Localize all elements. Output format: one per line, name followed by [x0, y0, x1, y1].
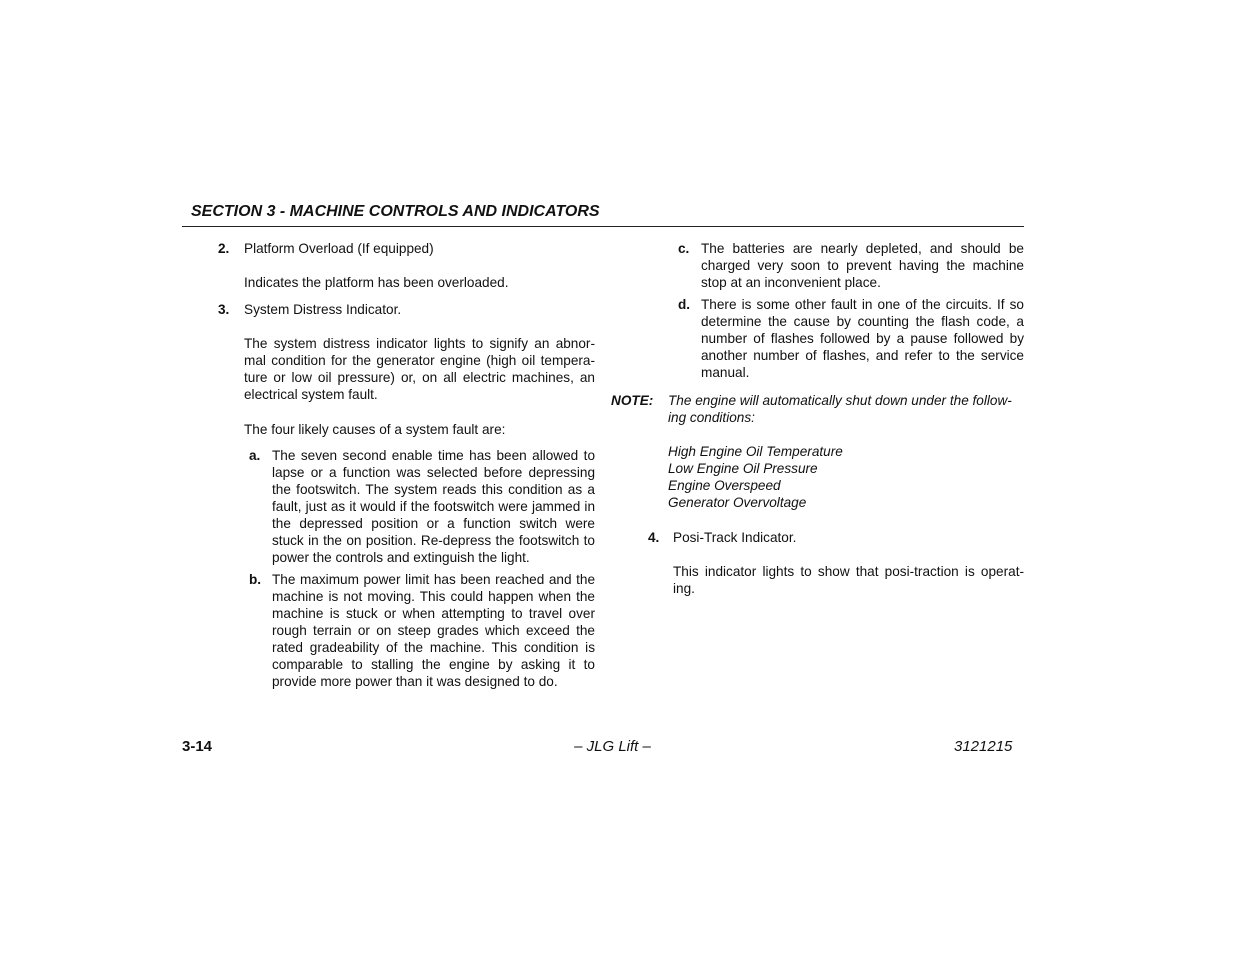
cause-text: The seven second enable time has been allowed to lapse or a function was selected before depressing the footswitch. The system reads this condition as a fault, just as it would if the footswitch were jammed in the depressed position or a function switch were stuck in the on position. Re-depress the footswitch to power the controls and extinguish the light. — [272, 448, 595, 565]
right-column — [611, 240, 1024, 597]
cause-letter: b. — [249, 572, 262, 587]
item-number: 4. — [648, 530, 660, 545]
item-number: 3. — [218, 302, 230, 317]
item-platform-overload — [182, 240, 595, 291]
item-paragraph: The four likely causes of a system fault are: — [244, 422, 506, 437]
item-number: 2. — [218, 241, 230, 256]
note-text: The engine will automatically shut down under the follow-ing conditions: — [668, 393, 1012, 425]
footer-brand: – JLG Lift – — [574, 738, 651, 755]
cause-text: The maximum power limit has been reached and the machine is not moving. This could happen when the machine is stuck or when attempting to travel over rough terrain or on steep grades which exceed the rated gradeability of the machine. This condition is comparable to stalling the engine by asking it to provide more power than it was designed to do. — [272, 572, 595, 689]
item-title: Platform Overload (If equipped) — [244, 241, 434, 256]
item-posi-track — [611, 529, 1024, 597]
item-paragraph: The system distress indicator lights to signify an abnor-mal condition for the generator engine (high oil tempera-ture or low oil pressure) or, on all electric machines, an electrical system fault. — [244, 336, 595, 402]
condition-item: Engine Overspeed — [668, 478, 781, 493]
item-title: Posi-Track Indicator. — [673, 530, 797, 545]
header-rule — [182, 226, 1024, 227]
cause-letter: c. — [678, 241, 690, 256]
item-body: This indicator lights to show that posi-traction is operat-ing. — [673, 564, 1024, 596]
cause-a — [182, 447, 595, 566]
condition-list — [668, 443, 1024, 511]
cause-b — [182, 571, 595, 690]
condition-item: High Engine Oil Temperature — [668, 444, 843, 459]
left-column — [182, 240, 595, 690]
document-number: 3121215 — [954, 738, 1013, 755]
cause-c — [611, 240, 1024, 291]
cause-text: There is some other fault in one of the circuits. If so determine the cause by counting the flash code, a number of flashes followed by a pause followed by another number of flashes, and refer to the service manual. — [701, 297, 1024, 380]
item-system-distress — [182, 301, 595, 438]
cause-letter: d. — [678, 297, 691, 312]
cause-text: The batteries are nearly depleted, and should be charged very soon to prevent having the machine stop at an inconvenient place. — [701, 241, 1024, 290]
page-number: 3-14 — [182, 738, 213, 755]
condition-item: Generator Overvoltage — [668, 495, 807, 510]
item-title: System Distress Indicator. — [244, 302, 402, 317]
note-label: NOTE: — [611, 393, 654, 408]
condition-item: Low Engine Oil Pressure — [668, 461, 818, 476]
note-block — [611, 392, 1024, 511]
cause-letter: a. — [249, 448, 261, 463]
section-title: SECTION 3 - MACHINE CONTROLS AND INDICATORS — [191, 203, 600, 220]
item-body: Indicates the platform has been overloaded. — [244, 275, 509, 290]
cause-d — [611, 296, 1024, 381]
